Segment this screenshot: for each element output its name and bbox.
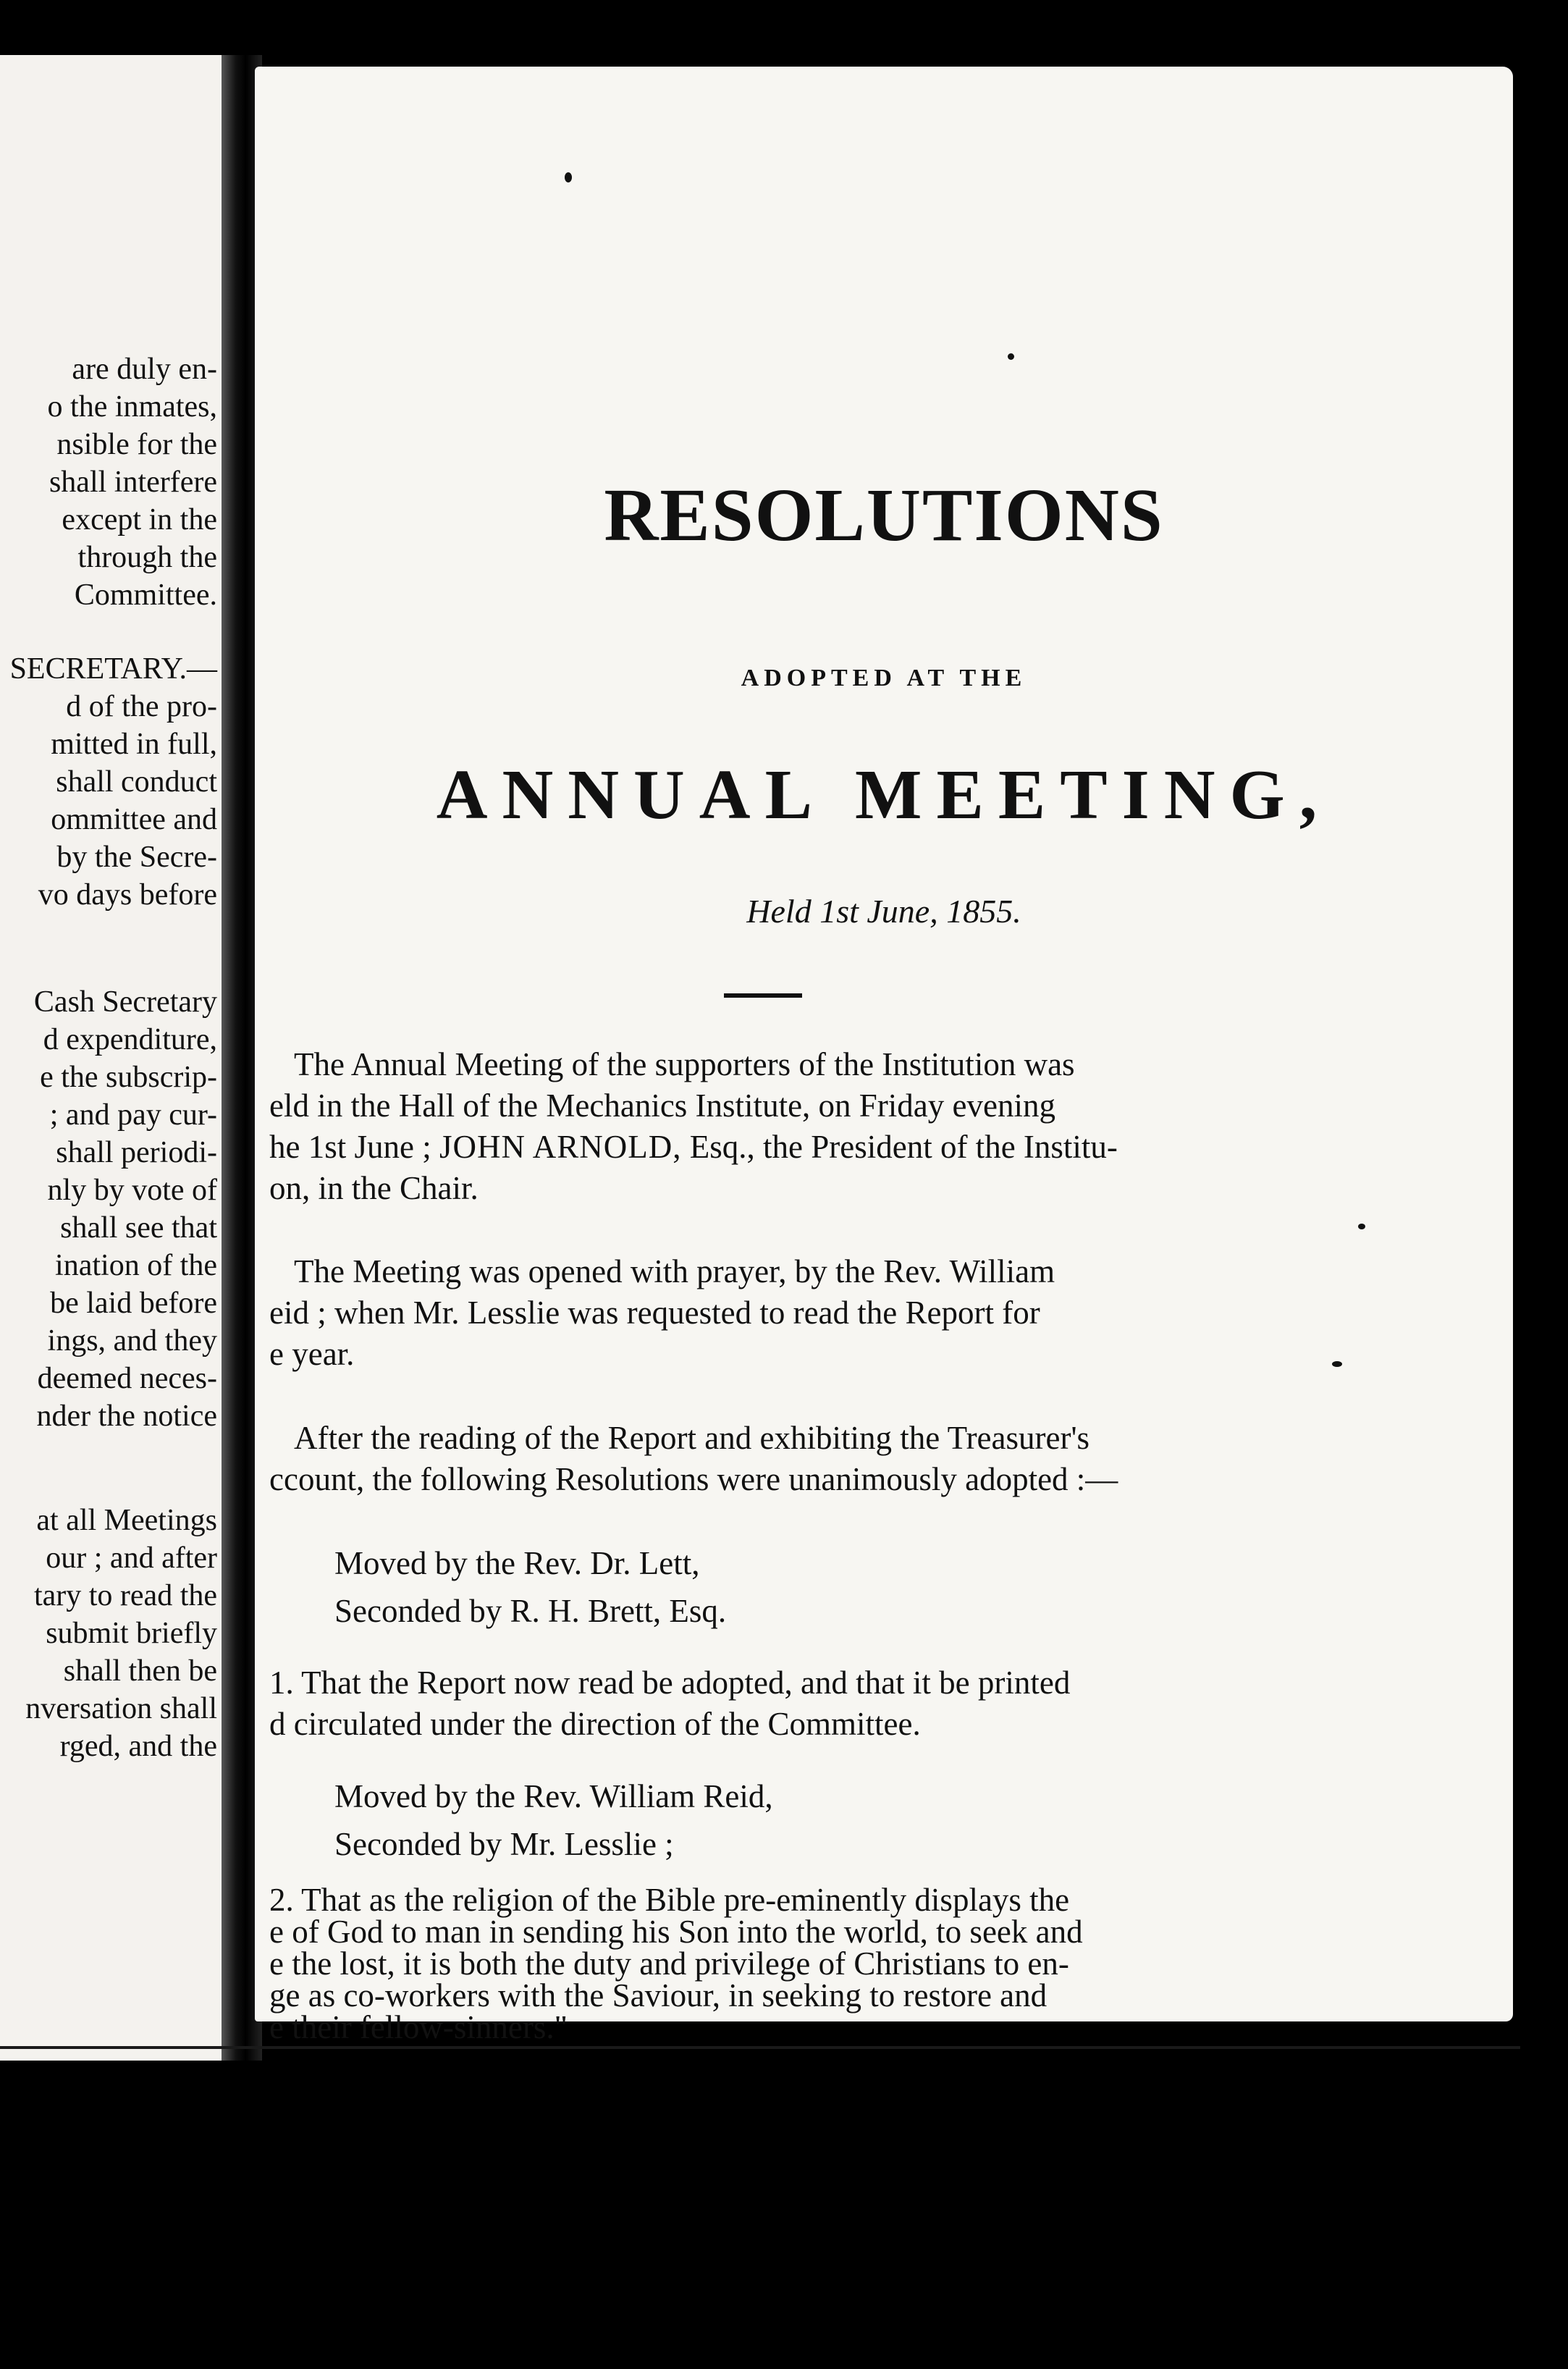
right-page — [255, 67, 1513, 2045]
resolution-1: 1. That the Report now read be adopted, and that it be printed d circulated under the direction of the Committee. — [269, 1665, 1071, 1742]
resolution-2: 2. That as the religion of the Bible pre-eminently displays the e of God to man in sending his Son into the world, to seek and e the lost, it is both the duty and privilege of Christians to en- ge as co-workers with the Saviour, in seeking to restore and e their fellow-sinners." — [269, 1882, 1083, 2045]
document-title: RESOLUTIONS — [604, 474, 1164, 557]
motion-1: Moved by the Rev. Dr. Lett, Seconded by R. H. Brett, Esq. — [334, 1545, 727, 1629]
paragraph-report-reading: After the reading of the Report and exhibiting the Treasurer's ccount, the following Resolutions were unanimously adopted :— — [269, 1420, 1118, 1497]
meeting-date: Held 1st June, 1855. — [746, 893, 1021, 930]
ink-speck — [1008, 353, 1014, 360]
left-page-fragment — [0, 55, 230, 2061]
ink-speck — [1358, 1224, 1365, 1229]
left-text-block-4: at all Meetings our ; and after tary to read the submit briefly shall then be nversation shall rged, and the — [25, 1504, 217, 1763]
document-subtitle: ADOPTED AT THE — [741, 665, 1027, 691]
motion-2: Moved by the Rev. William Reid, Seconded by Mr. Lesslie ; — [334, 1778, 773, 1862]
left-text-block-3: Cash Secretary d expenditure, e the subscrip- ; and pay cur- shall periodi- nly by vote of shall see that ination of the be laid before ings, and they deemed neces- nder the notice — [33, 985, 217, 1433]
left-text-block-1: are duly en- o the inmates, nsible for the shall interfere except in the through the Committee. — [47, 353, 217, 612]
scan-edge-line — [0, 2046, 1520, 2049]
meeting-heading: ANNUAL MEETING, — [436, 756, 1332, 834]
ink-speck — [565, 172, 572, 182]
paragraph-meeting-details: The Annual Meeting of the supporters of the Institution was eld in the Hall of the Mechanics Institute, on Friday evening he 1st June ; JOHN ARNOLD, Esq., the President of the Institu- on, in the Chair. — [269, 1046, 1118, 1206]
paragraph-opening-prayer: The Meeting was opened with prayer, by the Rev. William eid ; when Mr. Lesslie was requested to read the Report for e year. — [269, 1253, 1055, 1372]
left-text-block-2: SECRETARY.— d of the pro- mitted in full, shall conduct ommittee and by the Secre- vo days before — [9, 652, 217, 912]
divider-rule — [724, 993, 802, 998]
